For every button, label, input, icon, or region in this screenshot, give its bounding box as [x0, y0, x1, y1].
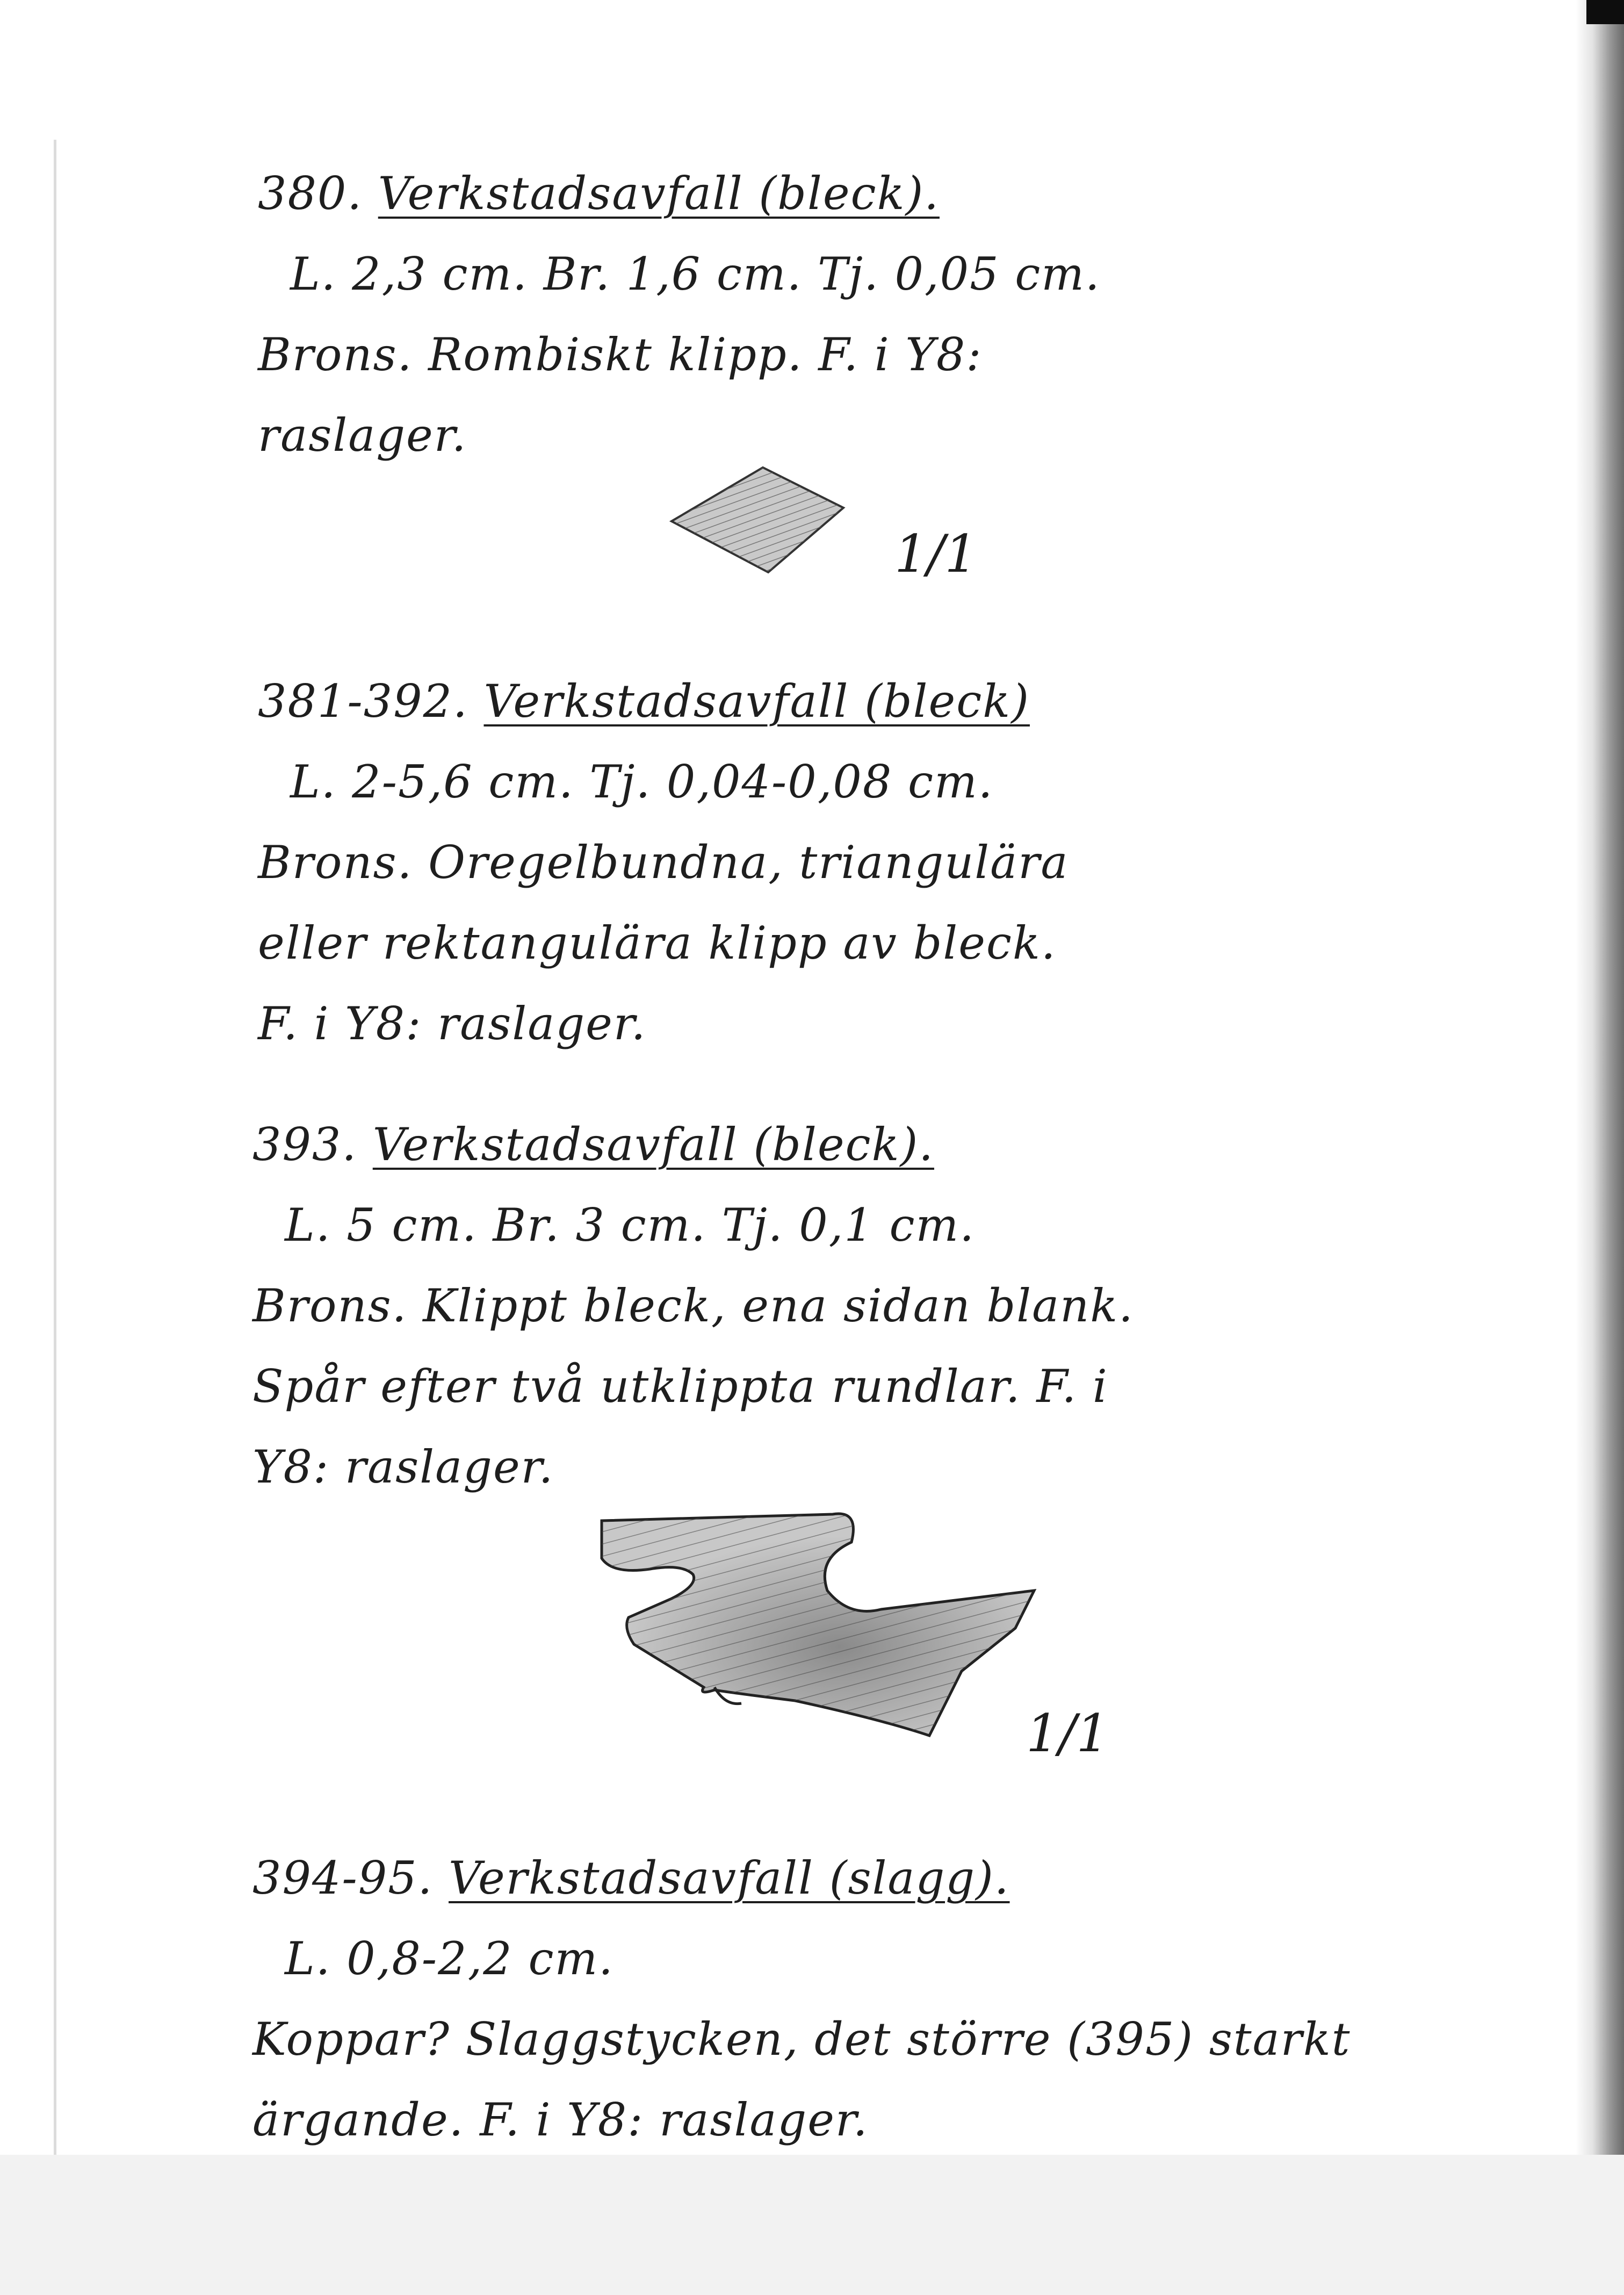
- scale-mark: 1/1: [894, 524, 978, 584]
- entry-heading: [258, 661, 1418, 742]
- scan-corner-mark: [1586, 0, 1624, 24]
- entry-heading: [258, 153, 1418, 234]
- margin-line: [54, 140, 56, 2155]
- entry-description: Y8: raslager.: [252, 1441, 554, 1493]
- entry-heading: [252, 1838, 1413, 1918]
- entry-description: Brons. Klippt bleck, ena sidan blank.: [252, 1279, 1134, 1332]
- sketch-rhombic-clip: [661, 457, 865, 591]
- entry-number: 381-392.: [258, 675, 468, 728]
- catalog-entry-393: [252, 1104, 1413, 1507]
- entry-measurements: L. 5 cm. Br. 3 cm. Tj. 0,1 cm.: [285, 1199, 975, 1251]
- entry-number: 380.: [258, 167, 363, 220]
- entry-title: Verkstadsavfall (bleck).: [372, 1118, 934, 1171]
- entry-description: Brons. Rombiskt klipp. F. i Y8:: [258, 328, 983, 381]
- scan-margin: [0, 2155, 1624, 2295]
- entry-measurements: L. 2-5,6 cm. Tj. 0,04-0,08 cm.: [290, 756, 994, 808]
- entry-title: Verkstadsavfall (slagg).: [449, 1852, 1010, 1904]
- catalog-entry-394-95: [252, 1838, 1413, 2160]
- entry-description: ärgande. F. i Y8: raslager.: [252, 2093, 869, 2146]
- entry-title: Verkstadsavfall (bleck): [483, 675, 1030, 728]
- entry-description: F. i Y8: raslager.: [258, 997, 647, 1050]
- entry-heading: [252, 1104, 1413, 1185]
- entry-measurements: L. 2,3 cm. Br. 1,6 cm. Tj. 0,05 cm.: [290, 248, 1101, 300]
- entry-number: 394-95.: [252, 1852, 434, 1904]
- sketch-clipped-sheet: [591, 1510, 1053, 1762]
- catalog-entry-381-392: [258, 661, 1418, 1064]
- entry-description: raslager.: [258, 409, 467, 462]
- entry-measurements: L. 0,8-2,2 cm.: [285, 1932, 614, 1985]
- catalog-entry-380: [258, 153, 1418, 476]
- scale-mark: 1/1: [1026, 1703, 1109, 1764]
- entry-description: eller rektangulära klipp av bleck.: [258, 917, 1057, 969]
- entry-description: Koppar? Slaggstycken, det större (395) starkt: [252, 2013, 1351, 2066]
- entry-description: Brons. Oregelbundna, triangulära: [258, 836, 1069, 889]
- page-binding-edge: [1576, 0, 1624, 2155]
- entry-title: Verkstadsavfall (bleck).: [378, 167, 940, 220]
- entry-number: 393.: [252, 1118, 358, 1171]
- entry-description: Spår efter två utklippta rundlar. F. i: [252, 1360, 1108, 1413]
